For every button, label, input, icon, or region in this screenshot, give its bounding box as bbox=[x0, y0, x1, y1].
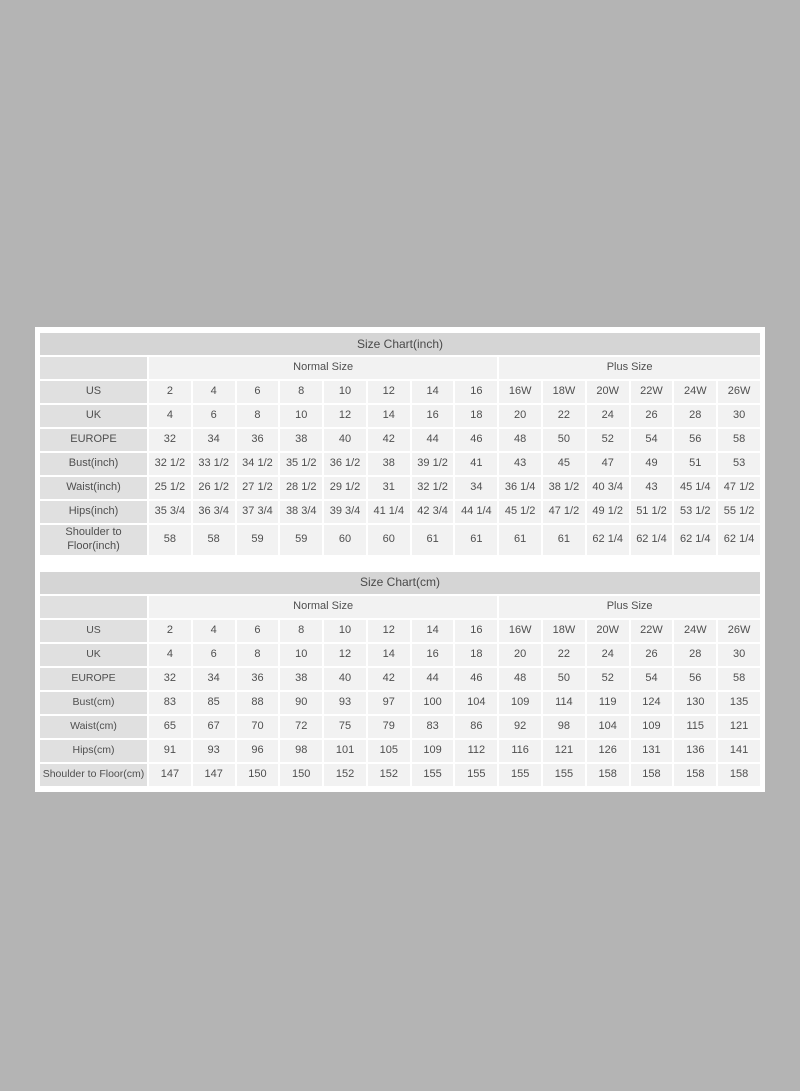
size-value-cell: 12 bbox=[324, 405, 366, 427]
size-value-cell: 109 bbox=[412, 740, 454, 762]
size-value-cell: 26 1/2 bbox=[193, 477, 235, 499]
size-value-cell: 48 bbox=[499, 429, 541, 451]
row-label: Waist(inch) bbox=[40, 477, 147, 499]
size-value-cell: 16 bbox=[412, 405, 454, 427]
size-value-cell: 36 bbox=[237, 668, 279, 690]
size-value-cell: 86 bbox=[455, 716, 497, 738]
size-value-cell: 26 bbox=[631, 644, 673, 666]
size-value-cell: 131 bbox=[631, 740, 673, 762]
size-value-cell: 34 1/2 bbox=[237, 453, 279, 475]
size-value-cell: 8 bbox=[280, 381, 322, 403]
size-value-cell: 36 1/2 bbox=[324, 453, 366, 475]
size-value-cell: 83 bbox=[412, 716, 454, 738]
size-value-cell: 31 bbox=[368, 477, 410, 499]
size-value-cell: 158 bbox=[631, 764, 673, 786]
size-value-cell: 39 3/4 bbox=[324, 501, 366, 523]
size-value-cell: 97 bbox=[368, 692, 410, 714]
table-row bbox=[40, 620, 760, 642]
size-value-cell: 38 bbox=[280, 429, 322, 451]
size-value-cell: 83 bbox=[149, 692, 191, 714]
size-value-cell: 48 bbox=[499, 668, 541, 690]
size-value-cell: 46 bbox=[455, 668, 497, 690]
size-value-cell: 38 bbox=[368, 453, 410, 475]
size-value-cell: 60 bbox=[324, 525, 366, 555]
size-value-cell: 53 bbox=[718, 453, 760, 475]
size-value-cell: 158 bbox=[587, 764, 629, 786]
row-label: EUROPE bbox=[40, 429, 147, 451]
table-title: Size Chart(cm) bbox=[40, 572, 760, 594]
size-value-cell: 60 bbox=[368, 525, 410, 555]
size-value-cell: 22W bbox=[631, 620, 673, 642]
size-value-cell: 30 bbox=[718, 644, 760, 666]
size-value-cell: 10 bbox=[280, 405, 322, 427]
size-value-cell: 50 bbox=[543, 668, 585, 690]
column-group-header: Normal Size bbox=[149, 357, 497, 379]
size-value-cell: 62 1/4 bbox=[674, 525, 716, 555]
size-value-cell: 22 bbox=[543, 405, 585, 427]
size-value-cell: 34 bbox=[193, 429, 235, 451]
size-value-cell: 61 bbox=[412, 525, 454, 555]
size-value-cell: 47 1/2 bbox=[543, 501, 585, 523]
size-value-cell: 6 bbox=[193, 405, 235, 427]
size-value-cell: 152 bbox=[324, 764, 366, 786]
size-value-cell: 58 bbox=[193, 525, 235, 555]
size-value-cell: 158 bbox=[674, 764, 716, 786]
size-value-cell: 158 bbox=[718, 764, 760, 786]
size-value-cell: 2 bbox=[149, 381, 191, 403]
size-value-cell: 45 bbox=[543, 453, 585, 475]
size-value-cell: 75 bbox=[324, 716, 366, 738]
size-value-cell: 4 bbox=[149, 644, 191, 666]
size-value-cell: 115 bbox=[674, 716, 716, 738]
size-value-cell: 27 1/2 bbox=[237, 477, 279, 499]
size-value-cell: 12 bbox=[368, 620, 410, 642]
size-value-cell: 52 bbox=[587, 668, 629, 690]
size-value-cell: 32 1/2 bbox=[412, 477, 454, 499]
row-label: UK bbox=[40, 405, 147, 427]
size-value-cell: 6 bbox=[237, 620, 279, 642]
size-value-cell: 35 3/4 bbox=[149, 501, 191, 523]
size-value-cell: 121 bbox=[543, 740, 585, 762]
size-value-cell: 98 bbox=[543, 716, 585, 738]
size-value-cell: 40 3/4 bbox=[587, 477, 629, 499]
size-value-cell: 32 bbox=[149, 668, 191, 690]
size-value-cell: 36 3/4 bbox=[193, 501, 235, 523]
size-value-cell: 35 1/2 bbox=[280, 453, 322, 475]
size-value-cell: 28 bbox=[674, 405, 716, 427]
size-value-cell: 6 bbox=[193, 644, 235, 666]
size-value-cell: 54 bbox=[631, 668, 673, 690]
size-value-cell: 155 bbox=[543, 764, 585, 786]
table-row bbox=[40, 501, 760, 523]
size-value-cell: 16W bbox=[499, 620, 541, 642]
size-value-cell: 79 bbox=[368, 716, 410, 738]
size-value-cell: 44 1/4 bbox=[455, 501, 497, 523]
size-value-cell: 14 bbox=[368, 644, 410, 666]
table-row bbox=[40, 668, 760, 690]
size-value-cell: 10 bbox=[280, 644, 322, 666]
size-value-cell: 46 bbox=[455, 429, 497, 451]
row-label: Hips(inch) bbox=[40, 501, 147, 523]
size-chart-table-inch bbox=[38, 331, 762, 557]
size-value-cell: 20 bbox=[499, 644, 541, 666]
size-value-cell: 18 bbox=[455, 405, 497, 427]
size-value-cell: 109 bbox=[631, 716, 673, 738]
size-value-cell: 58 bbox=[718, 668, 760, 690]
size-value-cell: 28 1/2 bbox=[280, 477, 322, 499]
size-value-cell: 47 1/2 bbox=[718, 477, 760, 499]
size-value-cell: 155 bbox=[455, 764, 497, 786]
size-value-cell: 16 bbox=[455, 620, 497, 642]
size-value-cell: 43 bbox=[499, 453, 541, 475]
size-value-cell: 112 bbox=[455, 740, 497, 762]
size-value-cell: 20 bbox=[499, 405, 541, 427]
size-value-cell: 18W bbox=[543, 381, 585, 403]
size-value-cell: 40 bbox=[324, 668, 366, 690]
size-value-cell: 16 bbox=[412, 644, 454, 666]
size-value-cell: 150 bbox=[280, 764, 322, 786]
row-label: Bust(inch) bbox=[40, 453, 147, 475]
table-row bbox=[40, 764, 760, 786]
size-value-cell: 12 bbox=[324, 644, 366, 666]
size-value-cell: 105 bbox=[368, 740, 410, 762]
size-value-cell: 47 bbox=[587, 453, 629, 475]
size-value-cell: 28 bbox=[674, 644, 716, 666]
size-value-cell: 93 bbox=[193, 740, 235, 762]
size-value-cell: 126 bbox=[587, 740, 629, 762]
row-label: Hips(cm) bbox=[40, 740, 147, 762]
size-value-cell: 49 1/2 bbox=[587, 501, 629, 523]
size-value-cell: 34 bbox=[455, 477, 497, 499]
size-value-cell: 22W bbox=[631, 381, 673, 403]
row-label: US bbox=[40, 381, 147, 403]
size-value-cell: 65 bbox=[149, 716, 191, 738]
size-value-cell: 10 bbox=[324, 620, 366, 642]
size-value-cell: 16W bbox=[499, 381, 541, 403]
size-value-cell: 93 bbox=[324, 692, 366, 714]
table-row bbox=[40, 477, 760, 499]
size-value-cell: 45 1/4 bbox=[674, 477, 716, 499]
size-value-cell: 32 1/2 bbox=[149, 453, 191, 475]
size-value-cell: 33 1/2 bbox=[193, 453, 235, 475]
size-value-cell: 2 bbox=[149, 620, 191, 642]
column-group-header: Plus Size bbox=[499, 357, 760, 379]
size-value-cell: 10 bbox=[324, 381, 366, 403]
row-label: EUROPE bbox=[40, 668, 147, 690]
size-value-cell: 32 bbox=[149, 429, 191, 451]
size-value-cell: 44 bbox=[412, 668, 454, 690]
size-value-cell: 24 bbox=[587, 405, 629, 427]
row-label: US bbox=[40, 620, 147, 642]
size-value-cell: 98 bbox=[280, 740, 322, 762]
size-value-cell: 4 bbox=[193, 620, 235, 642]
table-row bbox=[40, 453, 760, 475]
size-value-cell: 24 bbox=[587, 644, 629, 666]
size-value-cell: 54 bbox=[631, 429, 673, 451]
size-value-cell: 59 bbox=[237, 525, 279, 555]
size-value-cell: 42 bbox=[368, 429, 410, 451]
size-value-cell: 53 1/2 bbox=[674, 501, 716, 523]
size-value-cell: 18W bbox=[543, 620, 585, 642]
size-value-cell: 88 bbox=[237, 692, 279, 714]
size-value-cell: 42 bbox=[368, 668, 410, 690]
size-value-cell: 121 bbox=[718, 716, 760, 738]
size-value-cell: 12 bbox=[368, 381, 410, 403]
size-value-cell: 49 bbox=[631, 453, 673, 475]
size-value-cell: 100 bbox=[412, 692, 454, 714]
size-value-cell: 41 1/4 bbox=[368, 501, 410, 523]
size-value-cell: 36 1/4 bbox=[499, 477, 541, 499]
size-value-cell: 37 3/4 bbox=[237, 501, 279, 523]
size-value-cell: 36 bbox=[237, 429, 279, 451]
column-group-header: Normal Size bbox=[149, 596, 497, 618]
size-value-cell: 18 bbox=[455, 644, 497, 666]
size-value-cell: 8 bbox=[237, 405, 279, 427]
size-value-cell: 135 bbox=[718, 692, 760, 714]
size-value-cell: 70 bbox=[237, 716, 279, 738]
size-value-cell: 40 bbox=[324, 429, 366, 451]
size-value-cell: 30 bbox=[718, 405, 760, 427]
size-value-cell: 52 bbox=[587, 429, 629, 451]
size-value-cell: 147 bbox=[149, 764, 191, 786]
size-value-cell: 104 bbox=[587, 716, 629, 738]
table-row bbox=[40, 429, 760, 451]
table-title: Size Chart(inch) bbox=[40, 333, 760, 355]
size-value-cell: 56 bbox=[674, 429, 716, 451]
size-value-cell: 116 bbox=[499, 740, 541, 762]
size-value-cell: 22 bbox=[543, 644, 585, 666]
row-label: UK bbox=[40, 644, 147, 666]
size-value-cell: 147 bbox=[193, 764, 235, 786]
size-value-cell: 42 3/4 bbox=[412, 501, 454, 523]
size-value-cell: 155 bbox=[412, 764, 454, 786]
size-value-cell: 104 bbox=[455, 692, 497, 714]
size-value-cell: 130 bbox=[674, 692, 716, 714]
size-value-cell: 8 bbox=[237, 644, 279, 666]
size-value-cell: 72 bbox=[280, 716, 322, 738]
size-value-cell: 59 bbox=[280, 525, 322, 555]
size-value-cell: 43 bbox=[631, 477, 673, 499]
size-value-cell: 39 1/2 bbox=[412, 453, 454, 475]
size-value-cell: 90 bbox=[280, 692, 322, 714]
size-value-cell: 16 bbox=[455, 381, 497, 403]
size-value-cell: 26W bbox=[718, 620, 760, 642]
size-value-cell: 61 bbox=[543, 525, 585, 555]
size-value-cell: 38 3/4 bbox=[280, 501, 322, 523]
size-value-cell: 38 1/2 bbox=[543, 477, 585, 499]
row-label: Shoulder to Floor(cm) bbox=[40, 764, 147, 786]
table-row bbox=[40, 525, 760, 555]
row-label: Bust(cm) bbox=[40, 692, 147, 714]
size-value-cell: 44 bbox=[412, 429, 454, 451]
size-value-cell: 34 bbox=[193, 668, 235, 690]
size-value-cell: 136 bbox=[674, 740, 716, 762]
size-value-cell: 101 bbox=[324, 740, 366, 762]
size-value-cell: 85 bbox=[193, 692, 235, 714]
size-value-cell: 6 bbox=[237, 381, 279, 403]
column-group-header: Plus Size bbox=[499, 596, 760, 618]
table-row bbox=[40, 381, 760, 403]
size-value-cell: 141 bbox=[718, 740, 760, 762]
size-value-cell: 14 bbox=[368, 405, 410, 427]
size-value-cell: 92 bbox=[499, 716, 541, 738]
table-row bbox=[40, 740, 760, 762]
size-chart-table-cm bbox=[38, 570, 762, 788]
size-value-cell: 50 bbox=[543, 429, 585, 451]
size-value-cell: 62 1/4 bbox=[631, 525, 673, 555]
size-value-cell: 14 bbox=[412, 381, 454, 403]
row-label: Waist(cm) bbox=[40, 716, 147, 738]
size-value-cell: 96 bbox=[237, 740, 279, 762]
table-row bbox=[40, 405, 760, 427]
size-value-cell: 4 bbox=[193, 381, 235, 403]
size-value-cell: 109 bbox=[499, 692, 541, 714]
size-value-cell: 24W bbox=[674, 381, 716, 403]
size-value-cell: 25 1/2 bbox=[149, 477, 191, 499]
size-value-cell: 20W bbox=[587, 381, 629, 403]
size-value-cell: 56 bbox=[674, 668, 716, 690]
size-value-cell: 51 bbox=[674, 453, 716, 475]
table-row bbox=[40, 644, 760, 666]
size-value-cell: 38 bbox=[280, 668, 322, 690]
size-value-cell: 152 bbox=[368, 764, 410, 786]
size-value-cell: 4 bbox=[149, 405, 191, 427]
size-value-cell: 45 1/2 bbox=[499, 501, 541, 523]
size-value-cell: 51 1/2 bbox=[631, 501, 673, 523]
row-label: Shoulder to Floor(inch) bbox=[40, 525, 147, 555]
size-value-cell: 155 bbox=[499, 764, 541, 786]
size-value-cell: 124 bbox=[631, 692, 673, 714]
table-row bbox=[40, 692, 760, 714]
size-value-cell: 24W bbox=[674, 620, 716, 642]
size-value-cell: 62 1/4 bbox=[718, 525, 760, 555]
corner-cell bbox=[40, 596, 147, 618]
size-value-cell: 58 bbox=[149, 525, 191, 555]
size-value-cell: 61 bbox=[499, 525, 541, 555]
size-value-cell: 8 bbox=[280, 620, 322, 642]
table-row bbox=[40, 716, 760, 738]
size-value-cell: 150 bbox=[237, 764, 279, 786]
size-value-cell: 67 bbox=[193, 716, 235, 738]
size-value-cell: 29 1/2 bbox=[324, 477, 366, 499]
size-value-cell: 26W bbox=[718, 381, 760, 403]
size-value-cell: 55 1/2 bbox=[718, 501, 760, 523]
size-value-cell: 119 bbox=[587, 692, 629, 714]
size-value-cell: 14 bbox=[412, 620, 454, 642]
size-value-cell: 62 1/4 bbox=[587, 525, 629, 555]
size-value-cell: 20W bbox=[587, 620, 629, 642]
corner-cell bbox=[40, 357, 147, 379]
size-value-cell: 61 bbox=[455, 525, 497, 555]
size-chart-panel bbox=[35, 327, 765, 792]
size-value-cell: 26 bbox=[631, 405, 673, 427]
size-value-cell: 58 bbox=[718, 429, 760, 451]
size-value-cell: 114 bbox=[543, 692, 585, 714]
size-value-cell: 41 bbox=[455, 453, 497, 475]
size-value-cell: 91 bbox=[149, 740, 191, 762]
